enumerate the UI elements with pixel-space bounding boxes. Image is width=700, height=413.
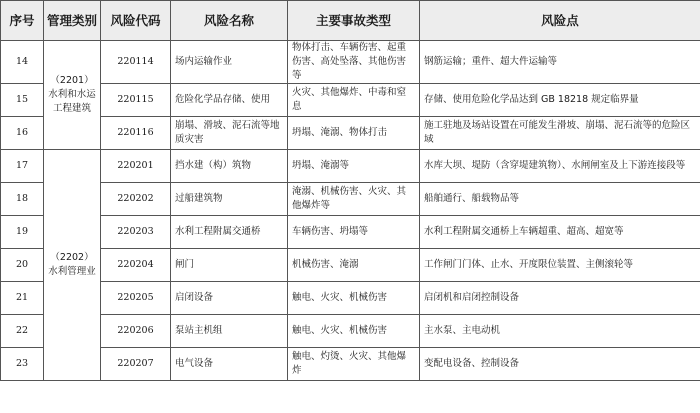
header-risk-point: 风险点 [420,1,700,41]
table-row [1,84,700,117]
row-no: 18 [1,183,44,216]
table-row [1,117,700,150]
risk-name: 闸门 [171,249,288,282]
risk-name: 崩塌、滑坡、泥石流等地质灾害 [171,117,288,150]
risk-point: 水利工程附属交通桥上车辆超重、超高、超宽等 [420,216,700,249]
risk-point: 变配电设备、控制设备 [420,348,700,381]
accident-type: 触电、火灾、机械伤害 [288,282,420,315]
risk-point: 钢筋运输；重件、超大件运输等 [420,41,700,84]
table-row [1,249,700,282]
accident-type: 物体打击、车辆伤害、起重伤害、高处坠落、其他伤害等 [288,41,420,84]
header-category: 管理类别 [44,1,101,41]
accident-type: 机械伤害、淹溺 [288,249,420,282]
risk-name: 启闭设备 [171,282,288,315]
risk-point: 船舶通行、船载物品等 [420,183,700,216]
table-row [1,348,700,381]
category-code: （2202） [50,252,94,263]
risk-code: 220204 [101,249,171,282]
category-cell [44,41,101,150]
accident-type: 火灾、其他爆炸、中毒和窒息 [288,84,420,117]
risk-code: 220202 [101,183,171,216]
risk-code: 220207 [101,348,171,381]
header-risk-code: 风险代码 [101,1,171,41]
row-no: 21 [1,282,44,315]
risk-point: 施工驻地及场站设置在可能发生滑坡、崩塌、泥石流等的危险区域 [420,117,700,150]
header-risk-name: 风险名称 [171,1,288,41]
risk-name: 场内运输作业 [171,41,288,84]
risk-point: 启闭机和启闭控制设备 [420,282,700,315]
accident-type: 车辆伤害、坍塌等 [288,216,420,249]
table-row [1,41,700,84]
row-no: 17 [1,150,44,183]
accident-type: 淹溺、机械伤害、火灾、其他爆炸等 [288,183,420,216]
category-code: （2201） [50,75,94,86]
risk-point: 主水泵、主电动机 [420,315,700,348]
risk-code: 220201 [101,150,171,183]
header-accident-type: 主要事故类型 [288,1,420,41]
table-row [1,183,700,216]
risk-name: 泵站主机组 [171,315,288,348]
risk-point: 存储、使用危险化学品达到 GB 18218 规定临界量 [420,84,700,117]
risk-code: 220206 [101,315,171,348]
risk-point: 水库大坝、堤防（含穿堤建筑物）、水闸闸室及上下游连接段等 [420,150,700,183]
row-no: 22 [1,315,44,348]
risk-code: 220203 [101,216,171,249]
risk-code: 220205 [101,282,171,315]
risk-name: 挡水建（构）筑物 [171,150,288,183]
accident-type: 触电、火灾、机械伤害 [288,315,420,348]
accident-type: 坍塌、淹溺等 [288,150,420,183]
risk-name: 水利工程附属交通桥 [171,216,288,249]
risk-code: 220115 [101,84,171,117]
risk-name: 过船建筑物 [171,183,288,216]
row-no: 15 [1,84,44,117]
row-no: 16 [1,117,44,150]
table-row [1,282,700,315]
table-header-row [1,1,700,41]
category-cell [44,150,101,381]
risk-name: 电气设备 [171,348,288,381]
header-no: 序号 [1,1,44,41]
row-no: 20 [1,249,44,282]
row-no: 23 [1,348,44,381]
category-name: 水利管理业 [48,266,96,277]
accident-type: 坍塌、淹溺、物体打击 [288,117,420,150]
accident-type: 触电、灼烫、火灾、其他爆炸 [288,348,420,381]
row-no: 19 [1,216,44,249]
table-row [1,315,700,348]
risk-code: 220116 [101,117,171,150]
row-no: 14 [1,41,44,84]
table-row [1,150,700,183]
risk-code: 220114 [101,41,171,84]
risk-name: 危险化学品存储、使用 [171,84,288,117]
table-row [1,216,700,249]
risk-point: 工作闸门门体、止水、开度限位装置、主侧滚轮等 [420,249,700,282]
category-name: 水利和水运工程建筑 [48,89,96,114]
